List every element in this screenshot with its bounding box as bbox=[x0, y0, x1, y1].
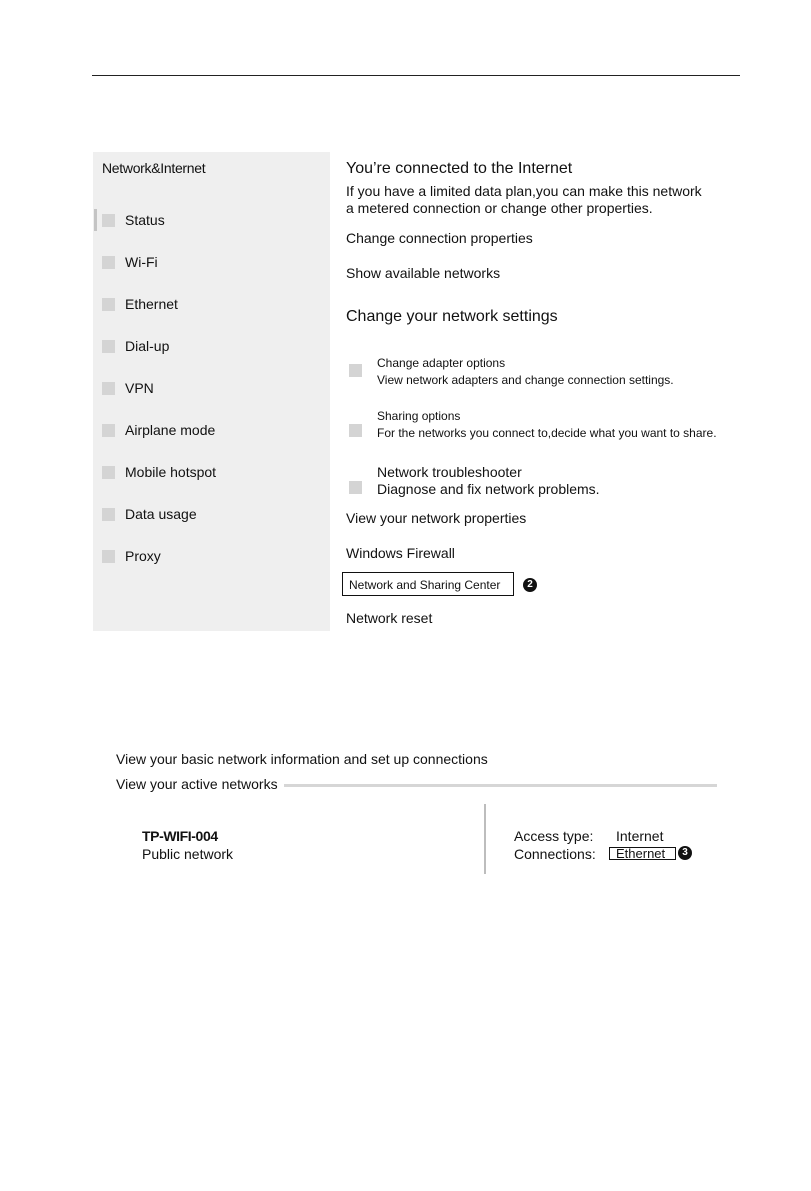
sidebar-item-dialup[interactable] bbox=[93, 335, 330, 359]
callout-2-icon: 2 bbox=[523, 578, 537, 592]
sidebar-item-airplane-mode[interactable] bbox=[93, 419, 330, 443]
network-sharing-center-link[interactable] bbox=[342, 572, 514, 596]
sidebar-item-mobile-hotspot[interactable] bbox=[93, 461, 330, 485]
sidebar-item-label: Proxy bbox=[125, 548, 161, 564]
data-usage-icon bbox=[102, 508, 115, 521]
network-reset-link[interactable]: Network reset bbox=[346, 610, 433, 626]
network-category-link[interactable]: Public network bbox=[142, 846, 234, 862]
sharing-options[interactable] bbox=[346, 408, 766, 444]
wifi-icon bbox=[102, 256, 115, 269]
sidebar-item-label: Status bbox=[125, 212, 165, 228]
sidebar-item-label: Wi-Fi bbox=[125, 254, 158, 270]
sidebar-item-status[interactable] bbox=[93, 209, 330, 233]
connections-label: Connections: bbox=[514, 846, 596, 862]
option-title: Change adapter options bbox=[377, 356, 506, 370]
sidebar-item-label: Mobile hotspot bbox=[125, 464, 217, 480]
change-settings-heading: Change your network settings bbox=[346, 308, 558, 325]
change-connection-properties-link[interactable]: Change connection properties bbox=[346, 230, 533, 246]
troubleshooter-icon bbox=[349, 481, 362, 494]
connected-heading: You’re connected to the Internet bbox=[346, 160, 573, 177]
status-content bbox=[346, 152, 766, 632]
option-desc: View network adapters and change connection settings. bbox=[377, 373, 674, 387]
option-title: Network troubleshooter bbox=[377, 464, 522, 480]
sidebar-item-data-usage[interactable] bbox=[93, 503, 330, 527]
metered-description-line1: If you have a limited data plan,you can make this network bbox=[346, 183, 702, 199]
proxy-icon bbox=[102, 550, 115, 563]
dialup-icon bbox=[102, 340, 115, 353]
network-name: TP-WIFI-004 bbox=[142, 828, 218, 844]
option-desc: For the networks you connect to,decide what you want to share. bbox=[377, 426, 717, 440]
show-available-networks-link[interactable]: Show available networks bbox=[346, 265, 501, 281]
status-icon bbox=[102, 214, 115, 227]
sidebar-item-ethernet[interactable] bbox=[93, 293, 330, 317]
vertical-divider bbox=[484, 804, 486, 874]
sidebar-item-proxy[interactable] bbox=[93, 545, 330, 569]
active-networks-heading: View your active networks bbox=[116, 776, 278, 792]
link-label: Ethernet bbox=[616, 846, 666, 861]
option-title: Sharing options bbox=[377, 409, 461, 423]
callout-3-icon: 3 bbox=[678, 846, 692, 860]
sidebar-item-wifi[interactable] bbox=[93, 251, 330, 275]
network-troubleshooter[interactable] bbox=[346, 463, 766, 499]
access-type-label: Access type: bbox=[514, 828, 594, 844]
sidebar-item-label: Airplane mode bbox=[125, 422, 216, 438]
section-divider bbox=[284, 784, 717, 787]
option-desc: Diagnose and fix network problems. bbox=[377, 481, 600, 497]
sidebar-title: Network&Internet bbox=[102, 160, 206, 176]
sidebar-item-label: Data usage bbox=[125, 506, 197, 522]
sharing-icon bbox=[349, 424, 362, 437]
sidebar-item-label: Dial-up bbox=[125, 338, 170, 354]
hotspot-icon bbox=[102, 466, 115, 479]
adapter-icon bbox=[349, 364, 362, 377]
header-rule bbox=[92, 75, 740, 76]
link-label: Network and Sharing Center bbox=[349, 578, 501, 592]
sidebar-item-label: VPN bbox=[125, 380, 154, 396]
airplane-icon bbox=[102, 424, 115, 437]
windows-firewall-link[interactable]: Windows Firewall bbox=[346, 545, 455, 561]
sidebar-item-vpn[interactable] bbox=[93, 377, 330, 401]
ethernet-connection-link[interactable] bbox=[609, 847, 676, 860]
metered-description-line2: a metered connection or change other properties. bbox=[346, 200, 653, 216]
ethernet-icon bbox=[102, 298, 115, 311]
selected-marker bbox=[94, 209, 97, 231]
change-adapter-options[interactable] bbox=[346, 355, 766, 391]
vpn-icon bbox=[102, 382, 115, 395]
sharing-center-title: View your basic network information and set up connections bbox=[116, 751, 488, 767]
view-network-properties-link[interactable]: View your network properties bbox=[346, 510, 527, 526]
settings-sidebar bbox=[93, 152, 330, 631]
access-type-value: Internet bbox=[616, 828, 664, 844]
sidebar-item-label: Ethernet bbox=[125, 296, 178, 312]
